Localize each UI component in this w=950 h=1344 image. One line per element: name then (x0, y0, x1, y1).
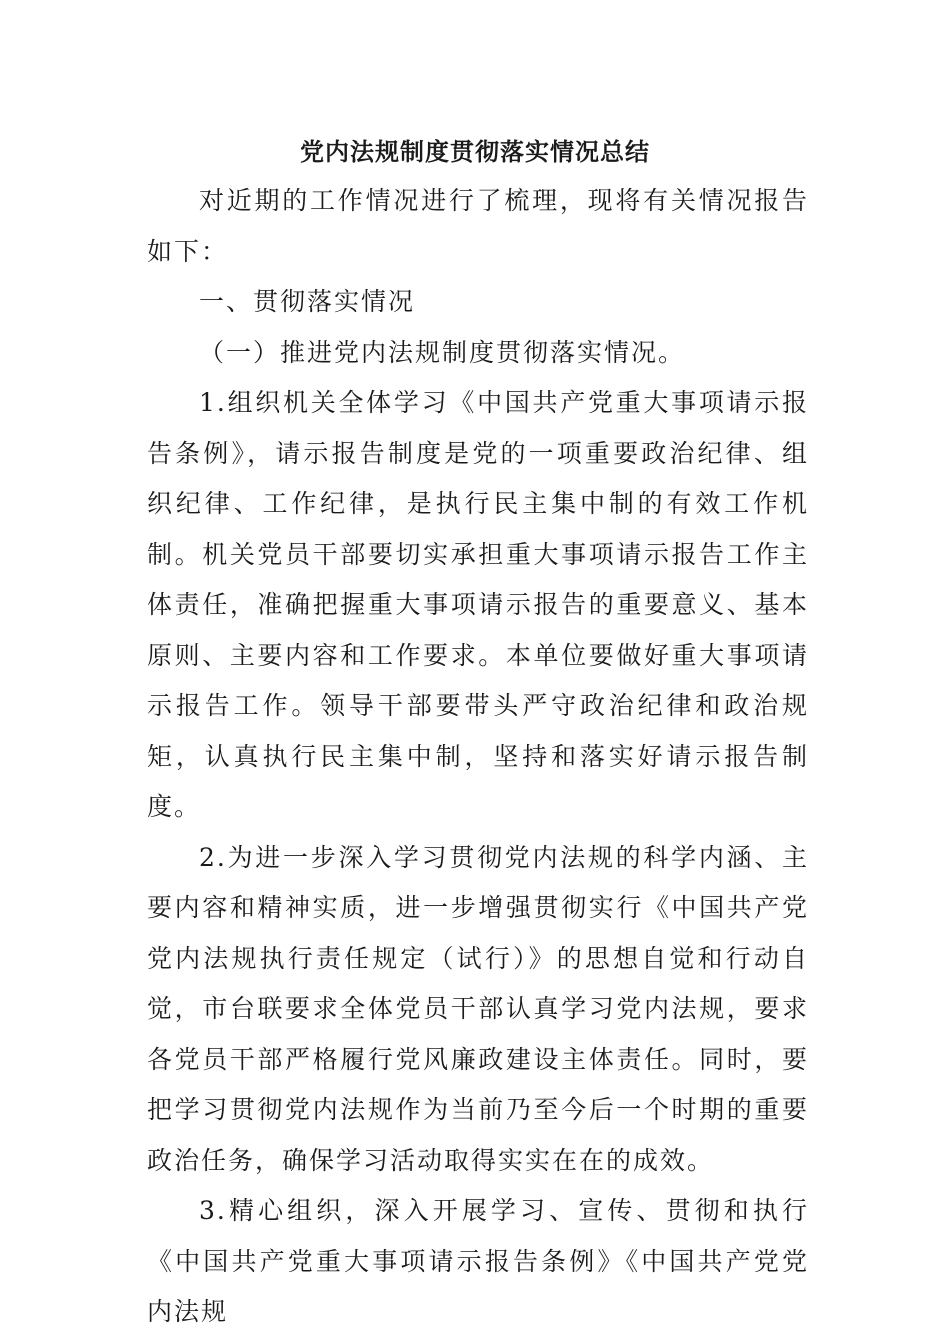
subsection-heading: （一）推进党内法规制度贯彻落实情况。 (199, 337, 686, 367)
document-body (147, 176, 809, 1338)
document-title: 党内法规制度贯彻落实情况总结 (300, 137, 650, 166)
paragraph-3: 3.精心组织，深入开展学习、宣传、贯彻和执行《中国共产党重大事项请示报告条例》《中国共产党党内法规 (147, 1196, 809, 1326)
intro-paragraph: 对近期的工作情况进行了梳理，现将有关情况报告如下： (147, 186, 809, 266)
section-heading: 一、贯彻落实情况 (199, 287, 416, 316)
paragraph-1: 1.组织机关全体学习《中国共产党重大事项请示报告条例》，请示报告制度是党的一项重要政治纪律、组织纪律、工作纪律，是执行民主集中制的有效工作机制。机关党员干部要切实承担重大事项请示报告工作主体责任，准确把握重大事项请示报告的重要意义、基本原则、主要内容和工作要求。本单位要做好重大事项请示报告工作。领导干部要带头严守政治纪律和政治规矩，认真执行民主集中制，坚持和落实好请示报告制度。 (147, 388, 809, 821)
paragraph-2: 2.为进一步深入学习贯彻党内法规的科学内涵、主要内容和精神实质，进一步增强贯彻实行《中国共产党党内法规执行责任规定（试行）》的思想自觉和行动自觉，市台联要求全体党员干部认真学习党内法规，要求各党员干部严格履行党风廉政建设主体责任。同时，要把学习贯彻党内法规作为当前乃至今后一个时期的重要政治任务，确保学习活动取得实实在在的成效。 (147, 842, 809, 1175)
